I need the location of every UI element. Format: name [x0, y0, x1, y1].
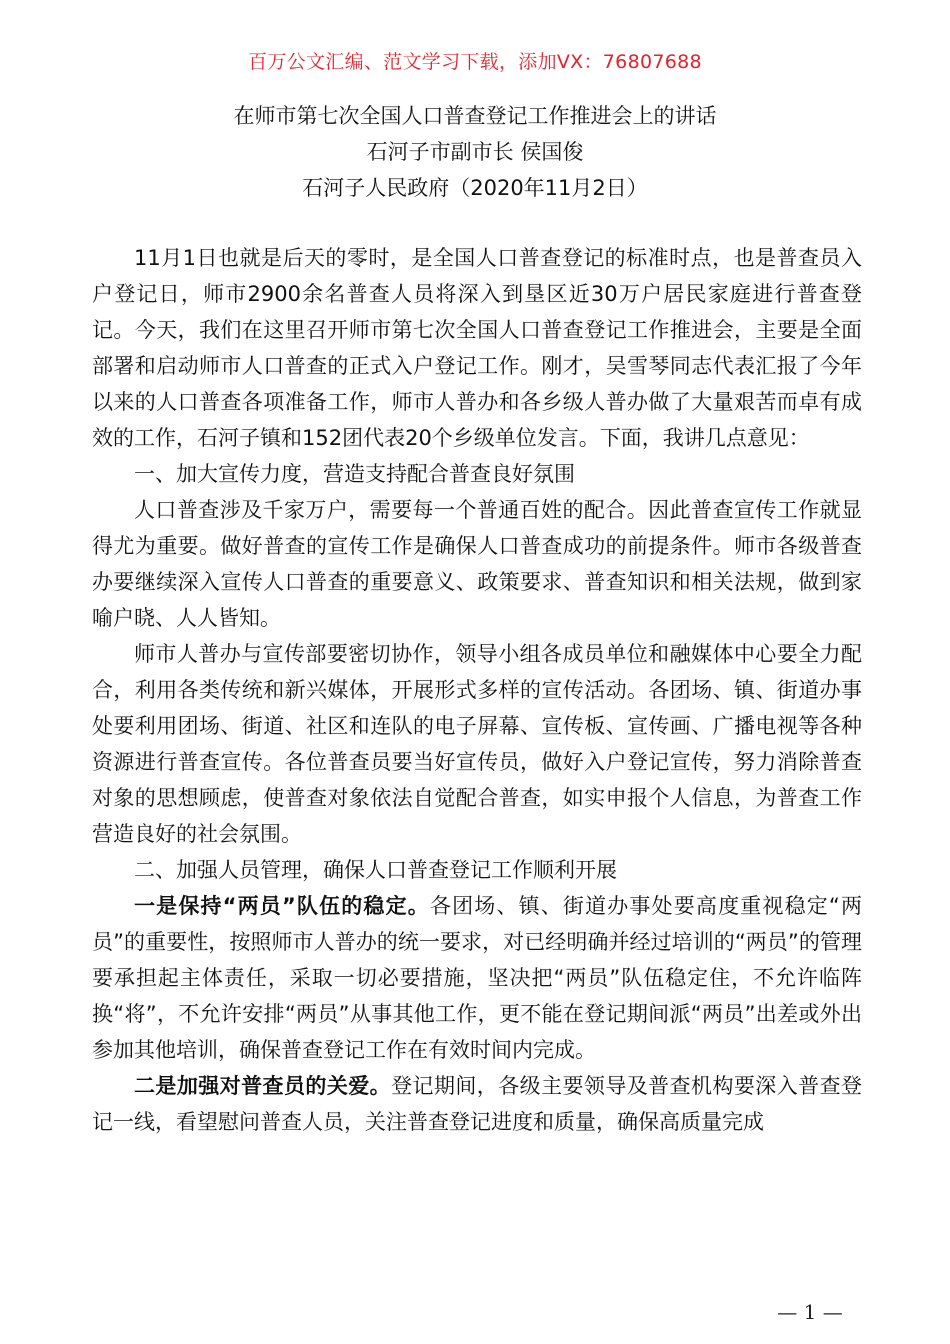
point-two-lead: 二是加强对普查员的关爱。 [134, 1074, 392, 1098]
page-number: — 1 — [777, 1300, 843, 1324]
source-date-line: 石河子人民政府（2020年11月2日） [302, 176, 648, 200]
point-two-text: 登记期间，各级主要领导及普查机构要深入普查登记一线，看望慰问普查人员，关注普查登记进度和质量，确保高质量完成 [92, 1074, 863, 1134]
paragraph-publicity-1: 人口普查涉及千家万户，需要每一个普通百姓的配合。因此普查宣传工作就显得尤为重要。做好普查的宣传工作是确保人口普查成功的前提条件。师市各级普查办要继续深入宣传人口普查的重要意义、政策要求、普查知识和相关法规，做到家喻户晓、人人皆知。 [92, 498, 862, 630]
speech-title: 在师市第七次全国人口普查登记工作推进会上的讲话 [233, 104, 717, 128]
section-heading-1: 一、加大宣传力度，营造支持配合普查良好氛围 [134, 462, 575, 486]
point-one-text: 各团场、镇、街道办事处要高度重视稳定“两员”的重要性，按照师市人普办的统一要求，对已经明确并经过培训的“两员”的管理要承担起主体责任，采取一切必要措施，坚决把“两员”队伍稳定住，不允许临阵换“将”，不允许安排“两员”从事其他工作，更不能在登记期间派“两员”出差或外出参加其他培训，确保普查登记工作在有效时间内完成。 [92, 894, 862, 1062]
body-text [92, 240, 862, 1140]
header-watermark-note: 百万公文汇编、范文学习下载，添加VX：76807688 [248, 51, 702, 73]
paragraph-staff-care [92, 1068, 862, 1140]
paragraph-publicity-2: 师市人普办与宣传部要密切协作，领导小组各成员单位和融媒体中心要全力配合，利用各类传统和新兴媒体，开展形式多样的宣传活动。各团场、镇、街道办事处要利用团场、街道、社区和连队的电子屏幕、宣传板、宣传画、广播电视等各种资源进行普查宣传。各位普查员要当好宣传员，做好入户登记宣传，努力消除普查对象的思想顾虑，使普查对象依法自觉配合普查，如实申报个人信息，为普查工作营造良好的社会氛围。 [92, 642, 862, 846]
section-heading-2: 二、加强人员管理，确保人口普查登记工作顺利开展 [134, 858, 617, 882]
point-one-lead: 一是保持“两员”队伍的稳定。 [134, 894, 430, 918]
speaker-line: 石河子市副市长 侯国俊 [366, 140, 584, 164]
paragraph-intro: 11月1日也就是后天的零时，是全国人口普查登记的标准时点，也是普查员入户登记日，师市2900余名普查人员将深入到垦区近30万户居民家庭进行普查登记。今天，我们在这里召开师市第七次全国人口普查登记工作推进会，主要是全面部署和启动师市人口普查的正式入户登记工作。刚才，吴雪琴同志代表汇报了今年以来的人口普查各项准备工作，师市人普办和各乡级人普办做了大量艰苦而卓有成效的工作，石河子镇和152团代表20个乡级单位发言。下面，我讲几点意见： [92, 246, 862, 450]
paragraph-staff-stability [92, 888, 862, 1068]
title-block [0, 98, 950, 206]
